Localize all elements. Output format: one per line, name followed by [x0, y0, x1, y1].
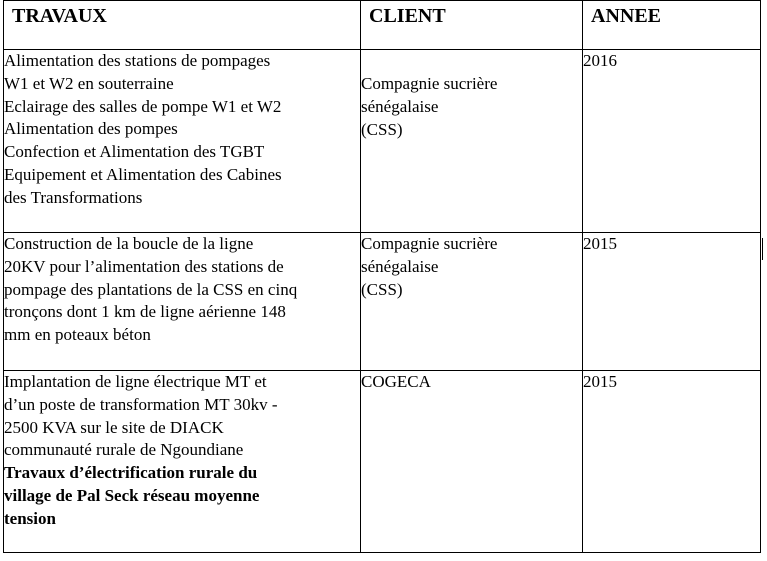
works-line: 20KV pour l’alimentation des stations de	[4, 256, 284, 276]
year-cell	[583, 233, 761, 371]
works-cell	[4, 233, 361, 371]
works-line: Implantation de ligne électrique MT et	[4, 372, 267, 391]
works-line-bold: village de Pal Seck réseau moyenne	[4, 485, 260, 505]
client-line: sénégalaise	[361, 256, 439, 276]
client-cell	[361, 371, 583, 553]
client-line: (CSS)	[361, 279, 403, 299]
client-cell	[361, 233, 583, 371]
works-line: Eclairage des salles de pompe W1 et W2	[4, 96, 282, 116]
works-line: 2500 KVA sur le site de DIACK	[4, 417, 224, 437]
works-cell	[4, 371, 361, 553]
year-value: 2016	[583, 51, 617, 70]
client-line: sénégalaise	[361, 96, 439, 116]
works-line-bold: Travaux d’électrification rurale du	[4, 463, 258, 483]
table-row	[4, 233, 761, 371]
header-works: TRAVAUX	[4, 1, 361, 50]
margin-mark	[762, 238, 763, 260]
table-header-row	[4, 1, 761, 50]
works-line-bold: tension	[4, 508, 56, 528]
works-table	[3, 0, 761, 553]
works-line: Construction de la boucle de la ligne	[4, 234, 254, 253]
works-line: Confection et Alimentation des TGBT	[4, 142, 265, 162]
client-line: COGECA	[361, 372, 431, 391]
works-line: pompage des plantations de la CSS en cinq	[4, 279, 298, 299]
works-line: Equipement et Alimentation des Cabines	[4, 164, 282, 184]
client-line: Compagnie sucrière	[361, 74, 498, 93]
year-value: 2015	[583, 372, 617, 391]
works-line: communauté rurale de Ngoundiane	[4, 440, 244, 460]
works-line: mm en poteaux béton	[4, 325, 151, 345]
client-cell	[361, 50, 583, 233]
works-line: Alimentation des stations de pompages	[4, 51, 271, 70]
works-line: des Transformations	[4, 187, 143, 207]
works-line: Alimentation des pompes	[4, 119, 178, 139]
year-cell	[583, 50, 761, 233]
works-line: tronçons dont 1 km de ligne aérienne 148	[4, 302, 286, 322]
table-row	[4, 371, 761, 553]
header-client: CLIENT	[361, 1, 583, 50]
year-cell	[583, 371, 761, 553]
works-line: d’un poste de transformation MT 30kv -	[4, 394, 278, 414]
table-row	[4, 50, 761, 233]
year-value: 2015	[583, 234, 617, 253]
client-line: Compagnie sucrière	[361, 234, 498, 253]
header-year: ANNEE	[583, 1, 761, 50]
client-line: (CSS)	[361, 119, 403, 139]
works-line: W1 et W2 en souterraine	[4, 73, 174, 93]
works-cell	[4, 50, 361, 233]
